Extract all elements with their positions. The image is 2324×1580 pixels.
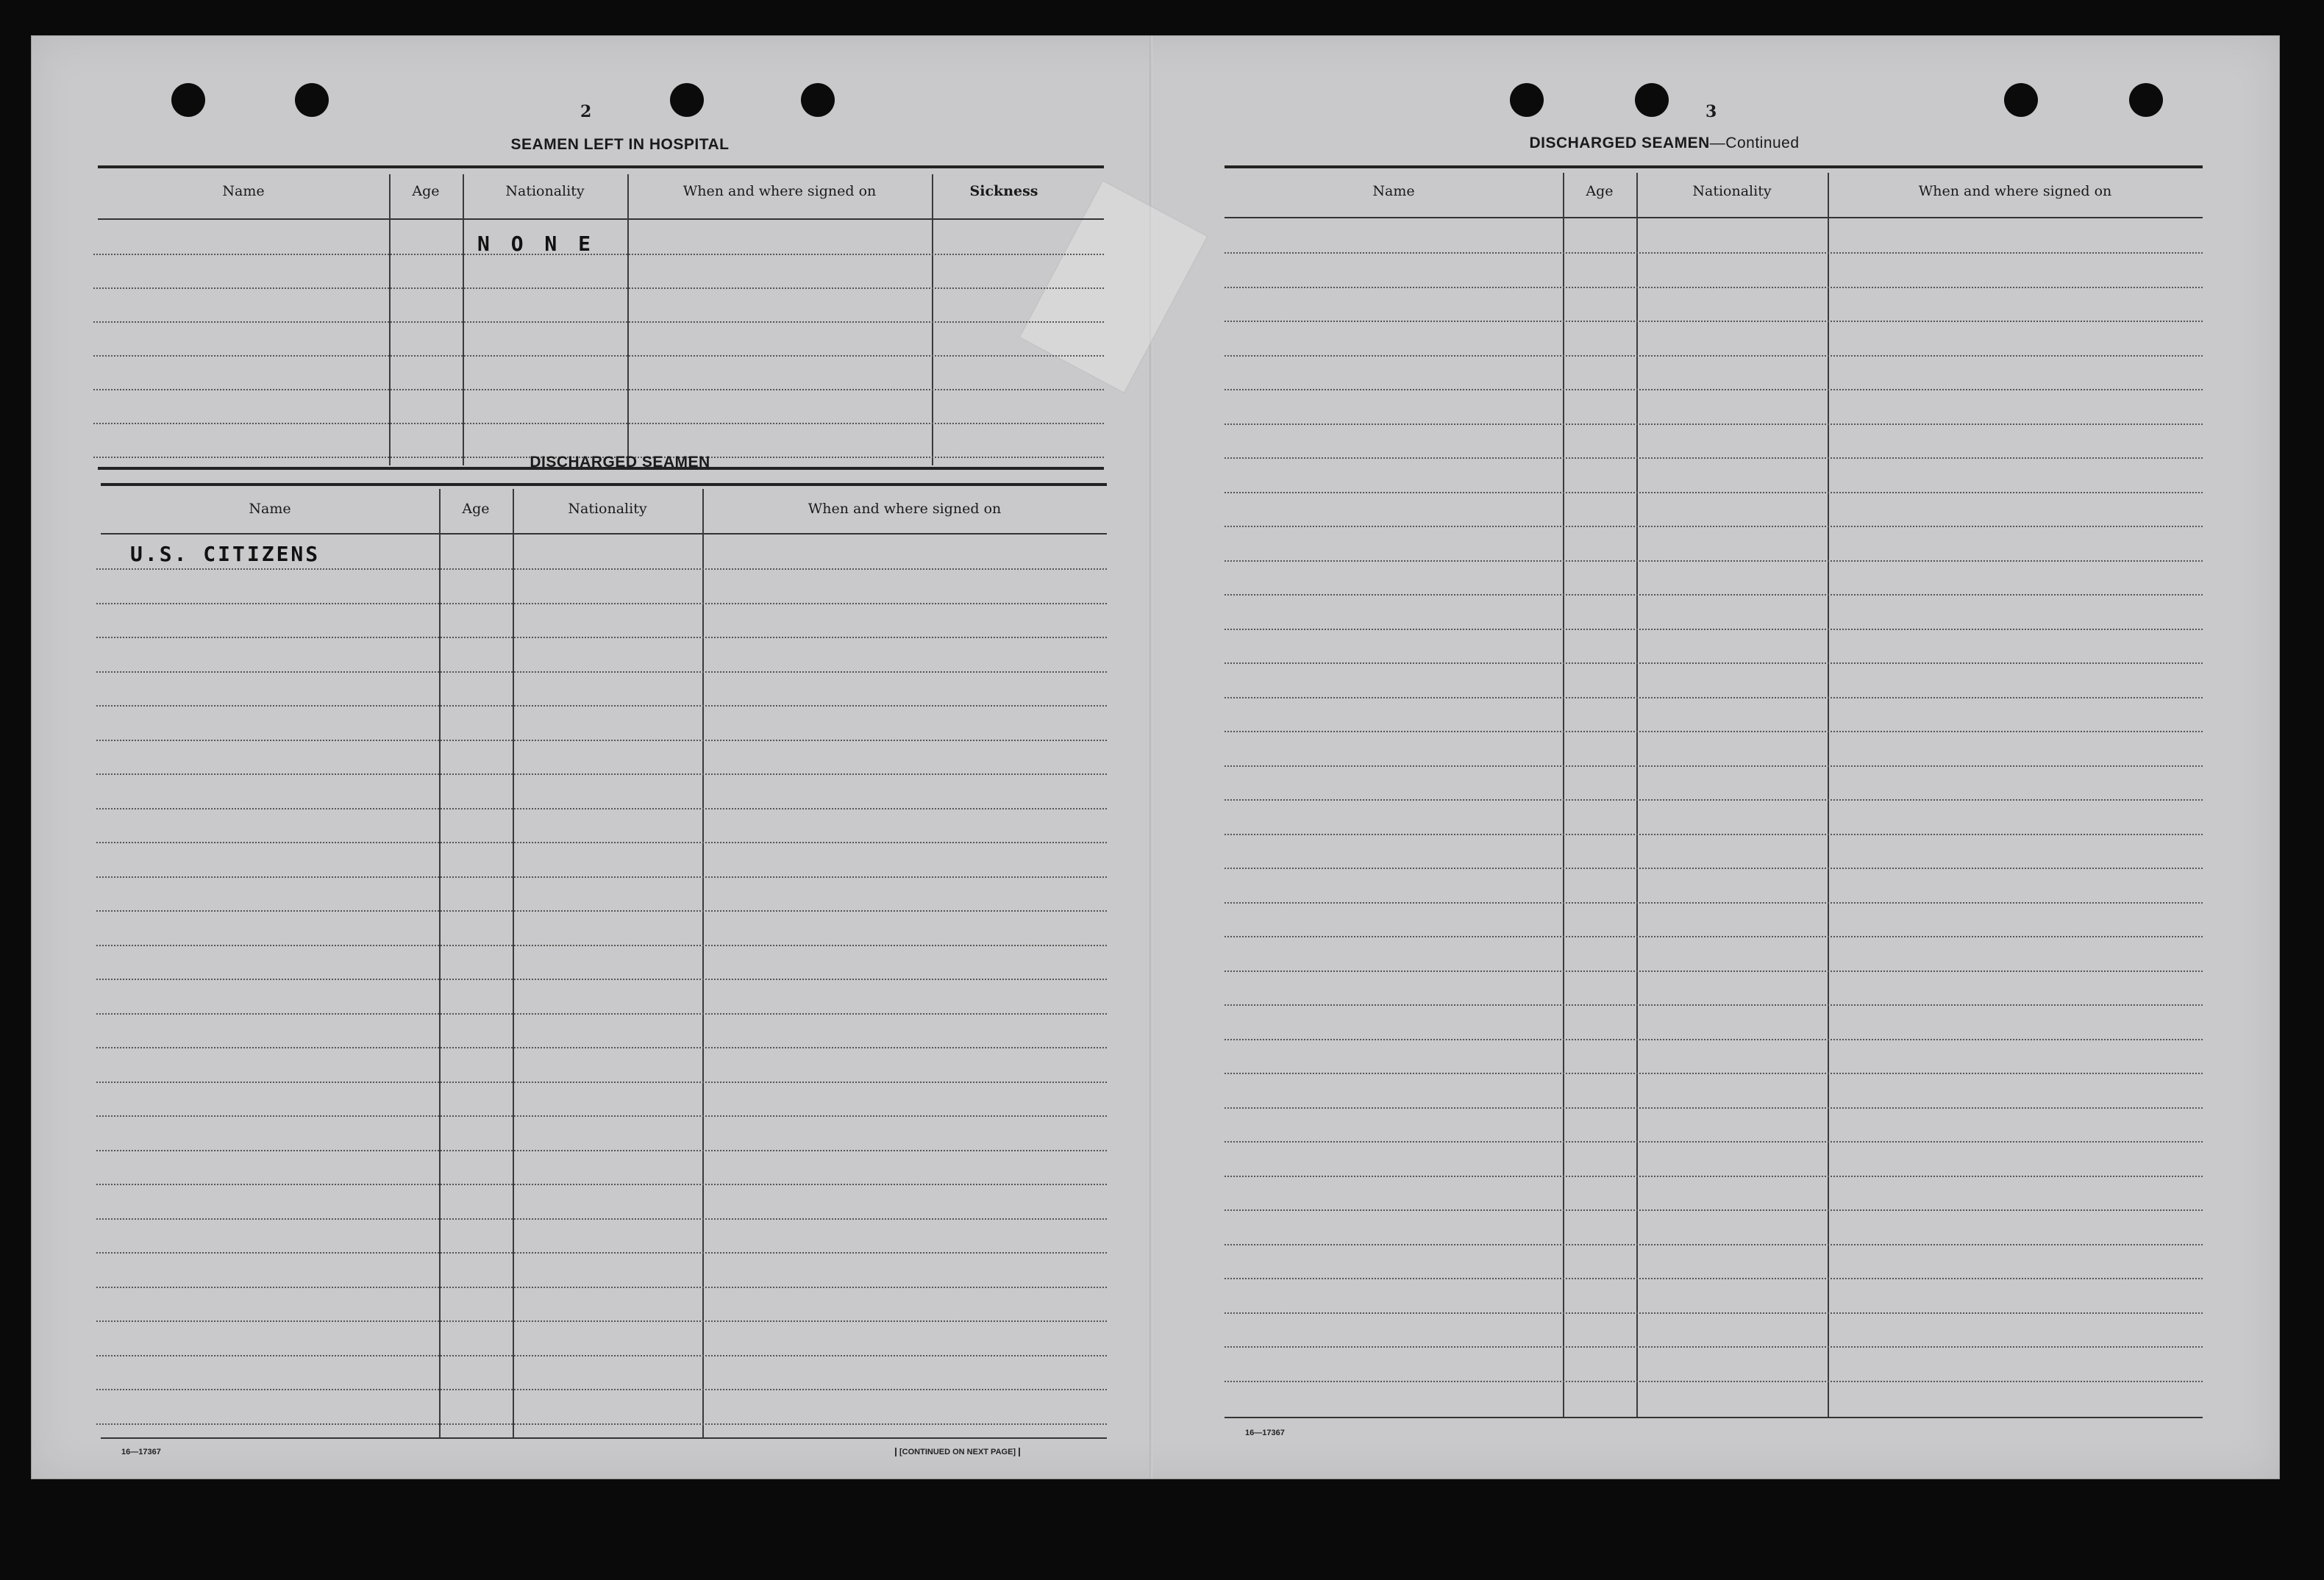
col-head-age: Age: [412, 183, 440, 199]
ruled-line: [1225, 423, 2203, 425]
right-bottom-rule: [1225, 1417, 2203, 1418]
discharged-bottom-rule: [101, 1437, 1107, 1439]
col-divider: [389, 174, 391, 465]
punch-hole: [2129, 83, 2163, 117]
ruled-line: [96, 773, 1107, 775]
ruled-line: [1225, 1244, 2203, 1245]
right-section-title: [1473, 135, 1856, 152]
ruled-line: [1225, 731, 2203, 732]
ruled-line: [1225, 970, 2203, 972]
ruled-line: [96, 1287, 1107, 1288]
col-head-age: Age: [462, 501, 490, 517]
ruled-line: [93, 389, 1104, 390]
ruled-line: [96, 1115, 1107, 1117]
col-divider: [1563, 173, 1564, 1417]
ruled-line: [1225, 936, 2203, 937]
ruled-line: [1225, 526, 2203, 527]
ruled-line: [1225, 252, 2203, 254]
ruled-line: [1225, 594, 2203, 596]
ruled-line: [1225, 355, 2203, 357]
ruled-line: [1225, 1176, 2203, 1177]
punch-hole: [2004, 83, 2038, 117]
ruled-line: [1225, 697, 2203, 698]
ruled-line: [96, 1184, 1107, 1185]
hospital-top-rule: [98, 165, 1104, 168]
header-rule: [1225, 217, 2203, 218]
ruled-line: [1225, 1346, 2203, 1348]
ruled-line: [1225, 1278, 2203, 1279]
ruled-line: [96, 910, 1107, 912]
page-number-left: 2: [580, 102, 592, 121]
ruled-line: [96, 1320, 1107, 1322]
right-top-rule: [1225, 165, 2203, 168]
ruled-line: [1225, 492, 2203, 493]
form-number-right: 16—17367: [1245, 1429, 1285, 1437]
ruled-line: [96, 1150, 1107, 1151]
ruled-line: [96, 1013, 1107, 1015]
header-rule: [98, 218, 1104, 220]
col-divider: [627, 174, 629, 465]
ruled-line: [96, 842, 1107, 843]
ruled-line: [1225, 457, 2203, 459]
col-divider: [513, 489, 514, 1437]
ruled-line: [1225, 1141, 2203, 1143]
ruled-line: [96, 671, 1107, 673]
ruled-line: [1225, 287, 2203, 288]
ruled-line: [1225, 868, 2203, 869]
col-head-nationality: Nationality: [1692, 183, 1772, 199]
punch-hole: [801, 83, 835, 117]
ruled-line: [96, 1423, 1107, 1425]
col-divider: [463, 174, 464, 465]
ruled-line: [1225, 1107, 2203, 1109]
ruled-line: [96, 603, 1107, 604]
ruled-line: [93, 321, 1104, 323]
punch-hole: [670, 83, 704, 117]
ruled-line: [93, 423, 1104, 424]
ruled-line: [1225, 321, 2203, 322]
col-divider: [702, 489, 704, 1437]
ruled-line: [96, 740, 1107, 741]
punch-hole: [295, 83, 329, 117]
ruled-line: [1225, 799, 2203, 801]
ruled-line: [1225, 1312, 2203, 1314]
ruled-line: [96, 1252, 1107, 1254]
ruled-line: [96, 705, 1107, 707]
col-head-name: Name: [1372, 183, 1415, 199]
hospital-entry-none: N O N E: [477, 232, 596, 256]
punch-hole: [1635, 83, 1669, 117]
ruled-line: [96, 876, 1107, 878]
ruled-line: [1225, 834, 2203, 835]
col-divider: [1636, 173, 1638, 1417]
ruled-line: [1225, 902, 2203, 904]
ruled-line: [96, 1355, 1107, 1356]
col-head-name: Name: [249, 501, 291, 517]
col-head-nationality: Nationality: [505, 183, 585, 199]
col-head-signed-on: When and where signed on: [1918, 183, 2112, 199]
ruled-line: [96, 1389, 1107, 1390]
ruled-line: [96, 637, 1107, 638]
ruled-line: [96, 808, 1107, 809]
ledger-sheet: [31, 35, 2280, 1479]
col-divider: [932, 174, 933, 465]
ruled-line: [96, 945, 1107, 946]
ruled-line: [96, 979, 1107, 980]
ruled-line: [1225, 1004, 2203, 1006]
col-divider: [1828, 173, 1829, 1417]
discharged-section-title: DISCHARGED SEAMEN: [530, 454, 710, 471]
punch-hole: [1510, 83, 1544, 117]
ruled-line: [96, 1047, 1107, 1048]
ruled-line: [1225, 1073, 2203, 1074]
ruled-line: [1225, 1381, 2203, 1382]
col-head-name: Name: [222, 183, 265, 199]
ruled-line: [1225, 389, 2203, 390]
ruled-line: [96, 568, 1107, 570]
page-number-right: 3: [1705, 102, 1717, 121]
ruled-line: [96, 1218, 1107, 1220]
ruled-line: [93, 355, 1104, 357]
ruled-line: [96, 1082, 1107, 1083]
col-head-age: Age: [1586, 183, 1614, 199]
ruled-line: [1225, 629, 2203, 630]
ruled-line: [1225, 662, 2203, 664]
ruled-line: [1225, 765, 2203, 767]
header-rule: [101, 533, 1107, 535]
hospital-section-title: SEAMEN LEFT IN HOSPITAL: [510, 136, 730, 153]
right-title-main: DISCHARGED SEAMEN: [1529, 135, 1710, 151]
ruled-line: [93, 254, 1104, 255]
col-head-signed-on: When and where signed on: [808, 501, 1002, 517]
ruled-line: [1225, 560, 2203, 562]
col-head-signed-on: When and where signed on: [682, 183, 877, 199]
discharged-entry-citizens: U.S. CITIZENS: [130, 542, 321, 566]
right-title-suffix: —Continued: [1709, 135, 1800, 151]
discharged-top-rule: [101, 483, 1107, 486]
form-number-left: 16—17367: [121, 1448, 161, 1456]
col-divider: [439, 489, 441, 1437]
ruled-line: [1225, 1039, 2203, 1040]
ruled-line: [93, 287, 1104, 289]
col-head-nationality: Nationality: [568, 501, 647, 517]
col-head-sickness: Sickness: [969, 183, 1038, 199]
punch-hole: [171, 83, 205, 117]
ruled-line: [1225, 1209, 2203, 1211]
continued-note: [CONTINUED ON NEXT PAGE]: [895, 1448, 1020, 1456]
tape-mark: [1019, 180, 1208, 393]
